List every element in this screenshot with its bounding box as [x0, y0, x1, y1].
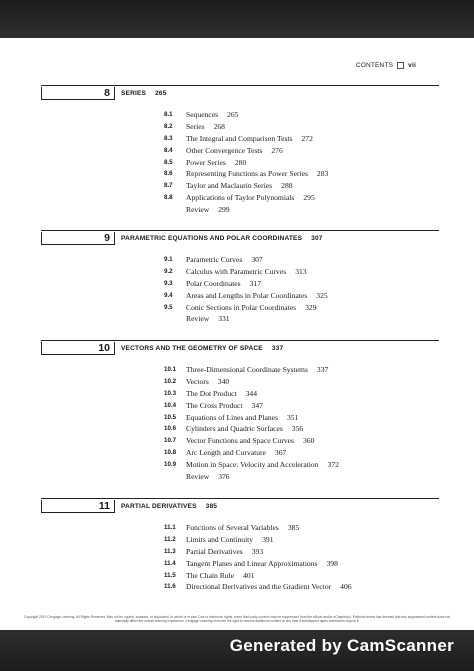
- section-title: Calculus with Parametric Curves: [186, 266, 287, 276]
- section-page: 406: [340, 582, 352, 592]
- section-title: Series: [186, 121, 205, 131]
- section-title: Directional Derivatives and the Gradient Vector: [186, 582, 332, 592]
- section-title: Motion in Space: Velocity and Acceleration: [186, 460, 319, 470]
- chapter-8: [41, 85, 439, 216]
- section-item: [164, 459, 439, 471]
- section-title: Applications of Taylor Polynomials: [186, 193, 295, 203]
- section-item: [164, 364, 439, 376]
- chapter-9: [41, 230, 439, 325]
- header-label: CONTENTS: [355, 62, 394, 69]
- chapter-heading: [41, 340, 439, 355]
- section-page: 268: [213, 121, 225, 131]
- section-page: 299: [218, 205, 230, 215]
- section-title: Review: [186, 205, 210, 215]
- section-title: Arc Length and Curvature: [186, 448, 266, 458]
- section-number: 8.2: [164, 122, 173, 130]
- section-number: 11.6: [164, 583, 176, 591]
- section-item: [164, 168, 439, 180]
- section-item: [164, 254, 439, 266]
- section-item-review: [164, 204, 439, 216]
- section-item: [164, 581, 439, 593]
- chapter-10: [41, 340, 439, 483]
- section-page: 325: [316, 290, 328, 300]
- section-number: 8.5: [164, 158, 173, 166]
- section-title: Representing Functions as Power Series: [186, 169, 308, 179]
- section-page: 276: [271, 145, 283, 155]
- section-number: 8.3: [164, 134, 173, 142]
- section-number: 10.9: [164, 461, 177, 469]
- section-page: 283: [316, 169, 329, 179]
- chapter-page: 337: [271, 344, 284, 352]
- section-item: [164, 278, 439, 290]
- chapter-page: 265: [155, 89, 167, 97]
- section-number: 10.8: [164, 449, 177, 457]
- section-number: 11.5: [164, 571, 176, 579]
- header-page-number: vii: [408, 62, 416, 69]
- section-title: Sequences: [186, 110, 219, 119]
- chapter-page: 385: [205, 502, 218, 510]
- chapter-title-text: PARTIAL DERIVATIVES: [121, 502, 197, 510]
- section-page: 360: [302, 436, 315, 446]
- chapter-title-text: SERIES: [121, 89, 147, 97]
- section-item: [164, 412, 439, 424]
- section-page: 356: [291, 424, 304, 434]
- section-page: 329: [305, 302, 317, 312]
- section-number: 9.3: [164, 279, 173, 287]
- section-title: Review: [186, 314, 210, 324]
- section-title: The Integral and Comparison Tests: [186, 133, 293, 143]
- section-page: 385: [287, 523, 300, 532]
- section-page: 272: [301, 133, 313, 143]
- chapter-heading: [41, 498, 439, 513]
- section-item: [164, 109, 439, 121]
- section-list: [164, 254, 439, 325]
- section-number: 10.3: [164, 389, 177, 397]
- chapter-number: 11: [41, 500, 115, 513]
- section-item: [164, 376, 439, 388]
- section-number: 8.8: [164, 194, 173, 202]
- section-number: 10.7: [164, 437, 177, 445]
- section-page: 393: [251, 546, 264, 556]
- section-item: [164, 121, 439, 133]
- section-item: [164, 290, 439, 302]
- section-page: 398: [326, 558, 338, 568]
- section-item: [164, 522, 439, 534]
- section-number: 9.5: [164, 303, 173, 311]
- section-page: 295: [303, 193, 315, 203]
- section-item: [164, 546, 439, 558]
- section-number: 11.3: [164, 547, 176, 555]
- section-title: Conic Sections in Polar Coordinates: [186, 302, 297, 312]
- section-item: [164, 435, 439, 447]
- section-number: 9.2: [164, 267, 173, 275]
- section-page: 347: [251, 400, 263, 410]
- section-number: 11.4: [164, 559, 176, 567]
- section-item: [164, 388, 439, 400]
- section-page: 313: [295, 266, 307, 276]
- section-page: 372: [327, 460, 339, 470]
- section-item: [164, 400, 439, 412]
- camscanner-watermark: Generated by CamScanner: [229, 636, 454, 655]
- section-list: [164, 109, 439, 216]
- section-number: 10.4: [164, 401, 177, 409]
- section-item: [164, 180, 439, 192]
- section-item-review: [164, 313, 439, 325]
- section-page: 401: [243, 570, 255, 580]
- section-page: 265: [227, 110, 239, 119]
- section-title: Vector Functions and Space Curves: [186, 436, 294, 446]
- section-list: [164, 522, 439, 593]
- section-title: Taylor and Maclaurin Series: [186, 181, 273, 191]
- section-number: 9.1: [164, 256, 173, 263]
- section-title: Polar Coordinates: [186, 278, 241, 288]
- section-title: Areas and Lengths in Polar Coordinates: [186, 290, 308, 300]
- section-title: The Dot Product: [186, 388, 237, 398]
- section-page: 317: [249, 278, 262, 288]
- section-number: 11.2: [164, 535, 176, 543]
- section-title: Cylinders and Quadric Surfaces: [186, 424, 283, 434]
- chapter-title: [121, 235, 323, 242]
- section-number: 11.1: [164, 524, 176, 531]
- section-page: 337: [316, 365, 329, 374]
- section-page: 280: [234, 157, 247, 167]
- section-list: [164, 364, 439, 483]
- section-page: 367: [274, 448, 287, 458]
- section-title: Parametric Curves: [186, 255, 243, 264]
- section-number: 10.5: [164, 413, 177, 421]
- section-title: The Cross Product: [186, 400, 243, 410]
- section-number: 10.6: [164, 425, 177, 433]
- section-item: [164, 266, 439, 278]
- section-page: 344: [245, 388, 258, 398]
- section-title: Vectors: [186, 376, 209, 386]
- copyright-notice: Copyright 2013 Cengage Learning. All Rights Reserved. May not be copied, scanned, or duplicated, in whole or in part. Due to electronic rights, some third party content may be suppressed from the eBook and/or eChapter(s). Editorial review has deemed that any suppressed content does not materially affect the overall learning experience. Cengage Learning reserves the right to remove additional content at any time if subsequent rights restrictions require it.: [23, 615, 451, 624]
- section-title: Other Convergence Tests: [186, 145, 263, 155]
- scan-top-bar: [0, 0, 474, 38]
- section-title: The Chain Rule: [186, 570, 235, 580]
- chapter-title: [121, 90, 167, 97]
- section-item: [164, 534, 439, 546]
- section-page: 376: [218, 472, 230, 482]
- section-item: [164, 423, 439, 435]
- section-page: 391: [262, 534, 274, 544]
- section-title: Review: [186, 472, 210, 482]
- section-item-review: [164, 471, 439, 483]
- section-number: 8.1: [164, 111, 173, 118]
- chapter-number: 9: [41, 232, 115, 245]
- section-title: Power Series: [186, 157, 226, 167]
- chapter-title-text: VECTORS AND THE GEOMETRY OF SPACE: [121, 344, 263, 352]
- section-item: [164, 133, 439, 145]
- section-item: [164, 447, 439, 459]
- section-page: 351: [286, 412, 299, 422]
- section-title: Functions of Several Variables: [186, 523, 279, 532]
- section-item: [164, 302, 439, 314]
- section-page: 307: [251, 255, 263, 264]
- section-title: Limits and Continuity: [186, 534, 254, 544]
- section-title: Equations of Lines and Planes: [186, 412, 278, 422]
- chapter-title: [121, 503, 217, 510]
- chapter-number: 8: [41, 87, 115, 100]
- section-number: 8.4: [164, 146, 173, 154]
- section-number: 8.6: [164, 170, 173, 178]
- section-page: 340: [217, 376, 230, 386]
- section-number: 10.1: [164, 366, 177, 373]
- chapter-title-text: PARAMETRIC EQUATIONS AND POLAR COORDINATES: [121, 234, 303, 242]
- section-page: 331: [218, 314, 230, 324]
- section-page: 288: [281, 181, 293, 191]
- section-item: [164, 192, 439, 204]
- section-title: Tangent Planes and Linear Approximations: [186, 558, 318, 568]
- chapter-heading: [41, 230, 439, 245]
- chapter-number: 10: [41, 342, 115, 355]
- section-number: 9.4: [164, 291, 173, 299]
- square-icon: [397, 62, 404, 69]
- page-header: [356, 62, 416, 69]
- section-item: [164, 145, 439, 157]
- section-item: [164, 157, 439, 169]
- section-item: [164, 558, 439, 570]
- chapter-11: [41, 498, 439, 593]
- chapter-heading: [41, 85, 439, 100]
- chapter-title: [121, 345, 283, 352]
- section-title: Three-Dimensional Coordinate Systems: [186, 365, 308, 374]
- section-item: [164, 570, 439, 582]
- section-number: 8.7: [164, 182, 173, 190]
- chapter-page: 307: [311, 234, 323, 242]
- section-number: 10.2: [164, 377, 177, 385]
- section-title: Partial Derivatives: [186, 546, 243, 556]
